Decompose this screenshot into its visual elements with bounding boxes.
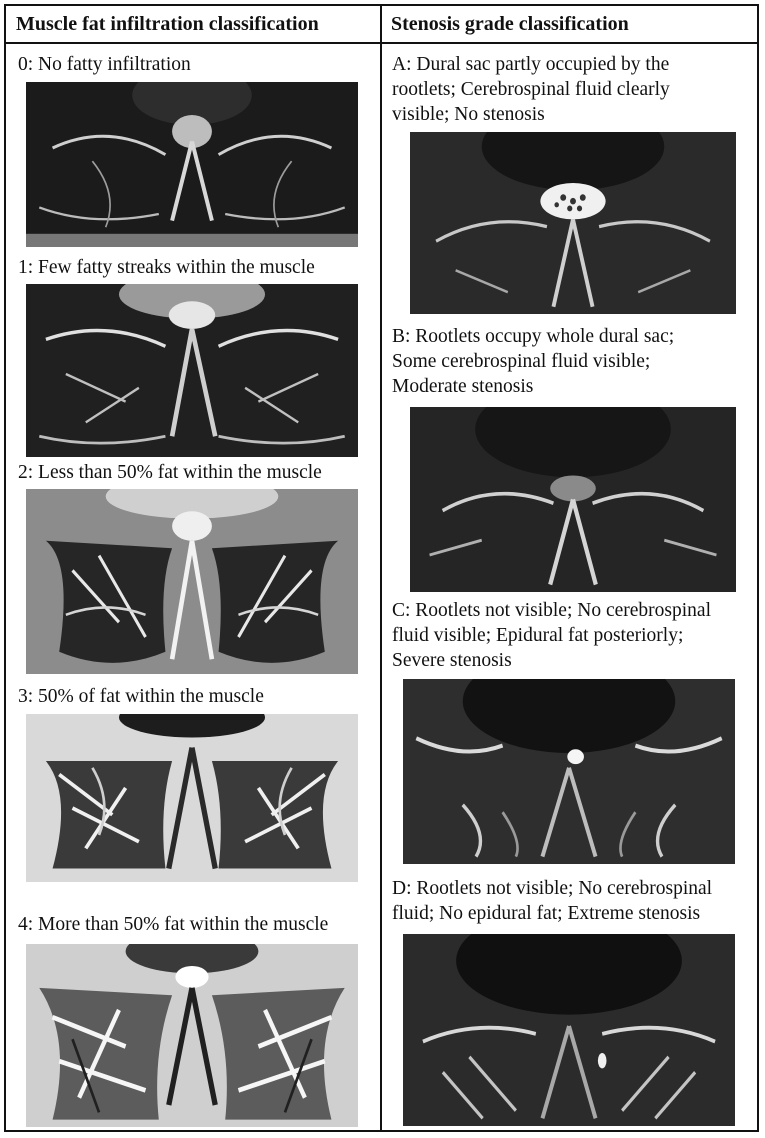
stenosis-a-line-3: visible; No stenosis xyxy=(392,104,545,125)
fat-grade-2-caption: 2: Less than 50% fat within the muscle xyxy=(18,462,322,483)
stenosis-d-line-2: fluid; No epidural fat; Extreme stenosis xyxy=(392,903,701,924)
stenosis-d-mri-image xyxy=(403,934,735,1126)
stenosis-b-line-2: Some cerebrospinal fluid visible; xyxy=(392,351,651,372)
stenosis-b-line-1: B: Rootlets occupy whole dural sac; xyxy=(392,326,675,347)
stenosis-a-line-2: rootlets; Cerebrospinal fluid clearly xyxy=(392,79,670,100)
fat-grade-0-mri-image xyxy=(26,82,358,247)
header-stenosis: Stenosis grade classification xyxy=(391,13,629,35)
classification-table xyxy=(4,4,759,1132)
fat-grade-4-mri-image xyxy=(26,944,358,1127)
fat-grade-3-caption: 3: 50% of fat within the muscle xyxy=(18,686,264,707)
stenosis-b-line-3: Moderate stenosis xyxy=(392,376,534,397)
stenosis-c-mri-image xyxy=(403,679,735,864)
fat-grade-1-caption: 1: Few fatty streaks within the muscle xyxy=(18,257,315,278)
stenosis-b-mri-image xyxy=(410,407,736,592)
stenosis-a-line-1: A: Dural sac partly occupied by the xyxy=(392,54,670,75)
stenosis-c-line-3: Severe stenosis xyxy=(392,650,512,671)
column-divider xyxy=(380,6,382,1130)
fat-grade-3-mri-image xyxy=(26,714,358,882)
stenosis-d-line-1: D: Rootlets not visible; No cerebrospinal xyxy=(392,878,713,899)
stenosis-c-line-1: C: Rootlets not visible; No cerebrospinal xyxy=(392,600,711,621)
fat-grade-2-mri-image xyxy=(26,489,358,674)
header-divider xyxy=(6,42,757,44)
stenosis-c-line-2: fluid visible; Epidural fat posteriorly; xyxy=(392,625,684,646)
header-muscle-fat: Muscle fat infiltration classification xyxy=(16,13,319,35)
fat-grade-1-mri-image xyxy=(26,284,358,457)
fat-grade-4-caption: 4: More than 50% fat within the muscle xyxy=(18,914,329,935)
fat-grade-0-caption: 0: No fatty infiltration xyxy=(18,54,191,75)
stenosis-a-mri-image xyxy=(410,132,736,314)
